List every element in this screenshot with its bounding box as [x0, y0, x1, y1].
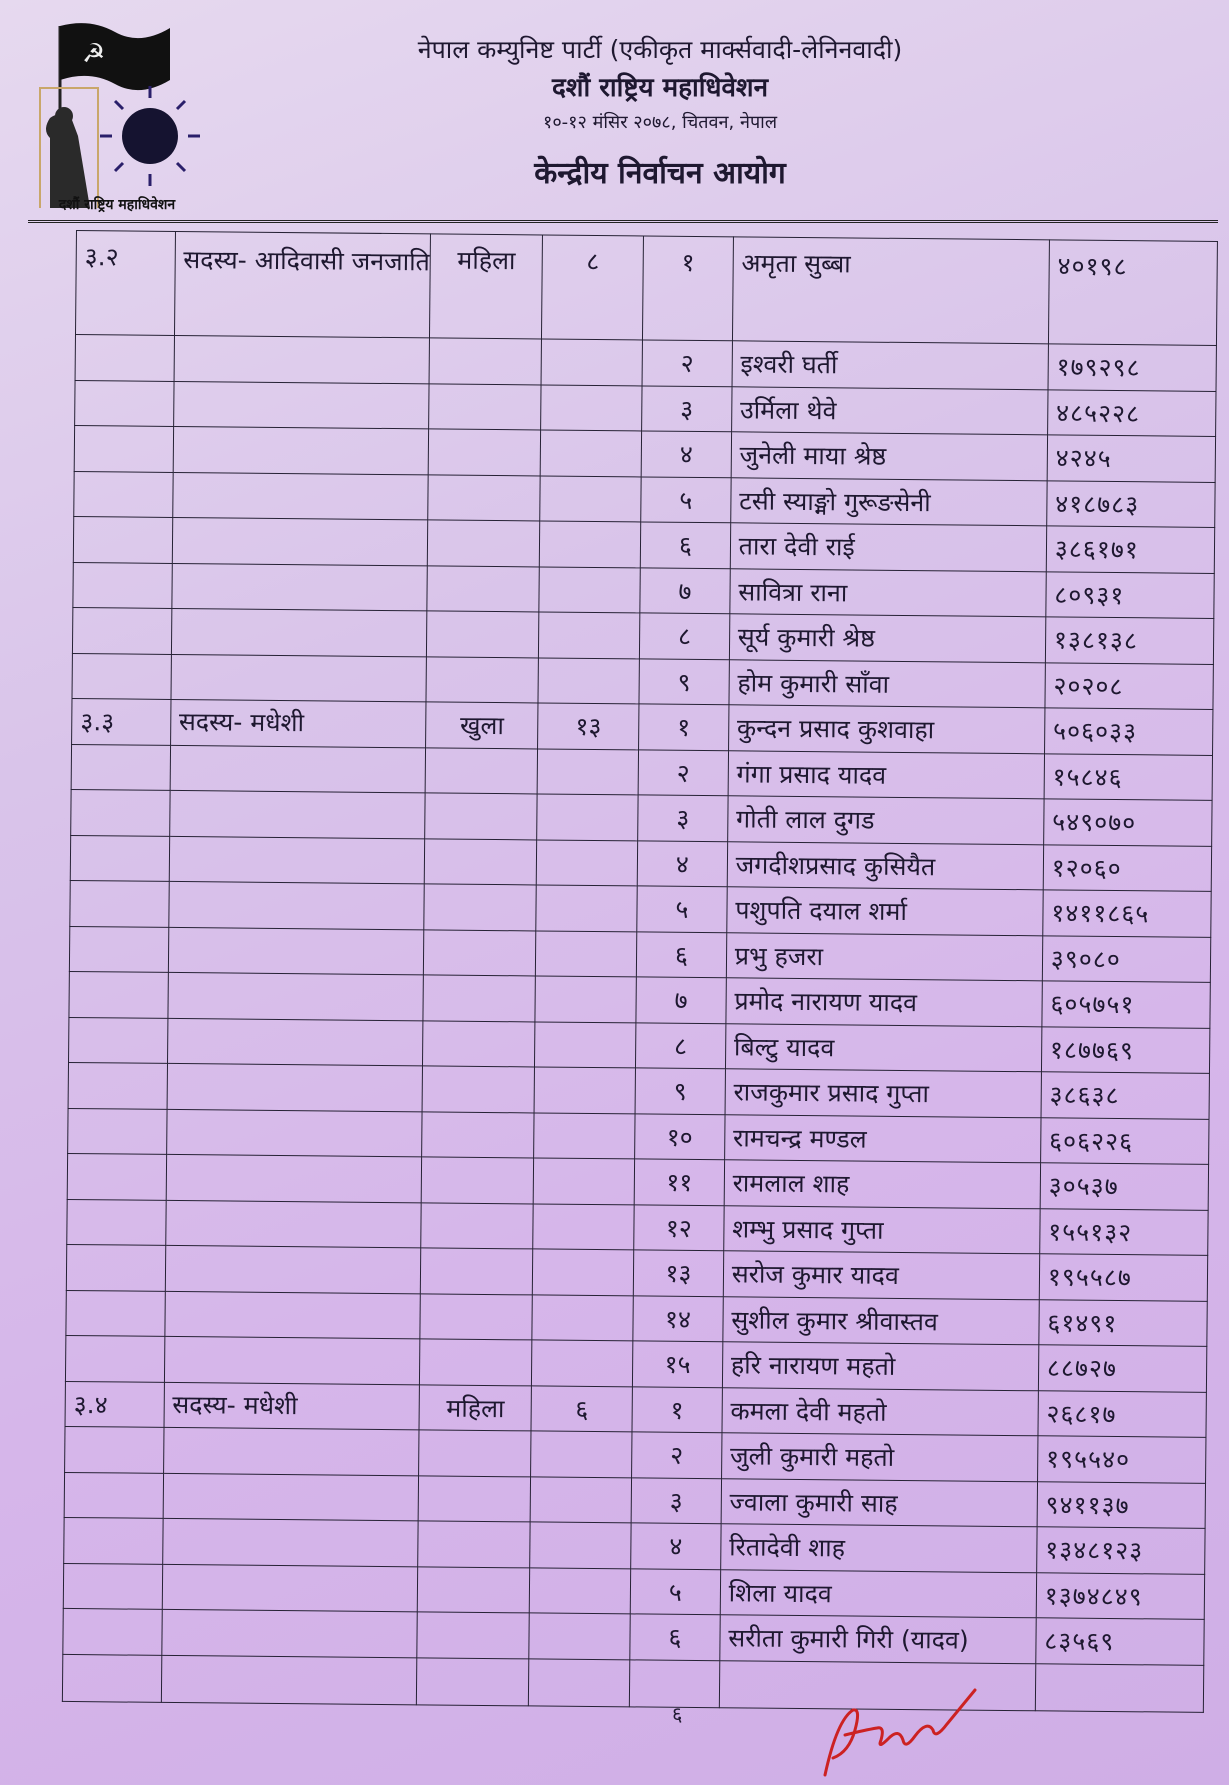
vote-count: १३७४८४९ [1036, 1572, 1205, 1619]
vote-count: १५८४६ [1044, 753, 1213, 800]
vote-count: ३०५३७ [1040, 1163, 1209, 1210]
vote-count: ५०६०३३ [1044, 708, 1213, 755]
serial-number: २ [638, 749, 728, 795]
serial-number: ३ [638, 795, 728, 841]
vote-count: ६०५७५१ [1042, 981, 1211, 1028]
table-row [62, 1654, 1203, 1712]
vote-count: २०२०८ [1045, 662, 1214, 709]
serial-number: ५ [637, 886, 727, 932]
serial-number: १ [632, 1386, 722, 1432]
candidate-name: राजकुमार प्रसाद गुप्ता [725, 1069, 1041, 1118]
vote-count: ८०९३१ [1046, 571, 1215, 618]
candidate-name: सूर्य कुमारी श्रेष्ठ [729, 614, 1045, 663]
section-number: ३.२ [75, 231, 175, 336]
serial-number: ११ [634, 1159, 724, 1205]
event-title: दशौं राष्ट्रिय महाधिवेशन [551, 73, 769, 103]
candidate-name: सावित्रा राना [730, 568, 1046, 617]
handwritten-signature-icon [815, 1680, 985, 1780]
candidate-name: तारा देवी राई [730, 523, 1046, 572]
serial-number: ८ [636, 1022, 726, 1068]
serial-number: ६ [640, 522, 730, 568]
serial-number: ३ [631, 1477, 721, 1523]
party-name: नेपाल कम्युनिष्ट पार्टी (एकीकृत मार्क्सवादी-लेनिनवादी) [417, 35, 903, 64]
candidate-name: शिला यादव [720, 1569, 1036, 1618]
document-header [250, 32, 1070, 204]
serial-number: ४ [631, 1523, 721, 1569]
candidate-name: टसी स्याङ्मो गुरूङसेनी [730, 477, 1046, 526]
vote-count: ३८६१७१ [1046, 526, 1215, 573]
serial-number: ८ [640, 613, 730, 659]
event-date-place: १०-१२ मंसिर २०७८, चितवन, नेपाल [542, 112, 778, 133]
vote-count: १२०६० [1043, 844, 1212, 891]
category: खुला [426, 702, 539, 749]
serial-number: ६ [630, 1614, 720, 1660]
serial-number: ५ [641, 476, 731, 522]
table-row [75, 231, 1217, 346]
candidate-name: उर्मिला थेवे [731, 386, 1047, 435]
post-name: सदस्य- मधेशी [164, 1382, 420, 1430]
seat-count: ६ [531, 1385, 632, 1431]
candidate-name: रितादेवी शाह [720, 1524, 1036, 1573]
vote-count: २६८१७ [1038, 1390, 1207, 1437]
vote-count: ३८६३८ [1041, 1072, 1210, 1119]
candidate-name: सरोज कुमार यादव [723, 1251, 1039, 1300]
vote-count: ९४११३७ [1037, 1481, 1206, 1528]
serial-number: १५ [633, 1341, 723, 1387]
serial-number: ६ [636, 931, 726, 977]
candidate-name: जुनेली माया श्रेष्ठ [731, 432, 1047, 481]
vote-count: १८७७६९ [1041, 1026, 1210, 1073]
serial-number: २ [642, 340, 732, 386]
logo-caption: दशौं राष्ट्रिय महाधिवेशन [58, 197, 176, 213]
svg-text:☭: ☭ [82, 39, 106, 69]
candidate-name: अमृता सुब्बा [732, 237, 1049, 344]
vote-count: ६०६२२६ [1040, 1117, 1209, 1164]
candidate-name: हरि नारायण महतो [722, 1342, 1038, 1391]
serial-number: १० [635, 1113, 725, 1159]
vote-count: ८८७२७ [1038, 1345, 1207, 1392]
candidate-name: सुशील कुमार श्रीवास्तव [723, 1296, 1039, 1345]
vote-count: १३८१३८ [1045, 617, 1214, 664]
post-name: सदस्य- मधेशी [170, 699, 426, 747]
vote-count: ६१४९१ [1039, 1299, 1208, 1346]
candidate-name: कमला देवी महतो [722, 1387, 1038, 1436]
candidate-name: इश्वरी घर्ती [732, 341, 1048, 390]
candidate-name: रामचन्द्र मण्डल [724, 1114, 1040, 1163]
serial-number: २ [632, 1432, 722, 1478]
vote-count: ४०१९८ [1048, 240, 1217, 346]
serial-number: ४ [637, 840, 727, 886]
candidate-name: जुली कुमारी महतो [721, 1433, 1037, 1482]
candidate-name: जगदीशप्रसाद कुसियैत [727, 841, 1043, 890]
header-divider [28, 220, 1218, 229]
seat-count: १३ [538, 703, 639, 749]
commission-title: केन्द्रीय निर्वाचन आयोग [534, 156, 786, 191]
vote-count: ४२४५ [1047, 435, 1216, 482]
vote-count: १७९२९८ [1048, 344, 1217, 391]
candidate-name: ज्वाला कुमारी साह [721, 1478, 1037, 1527]
post-name: सदस्य- आदिवासी जनजाति [174, 231, 431, 337]
serial-number: ७ [640, 567, 730, 613]
candidate-name: रामलाल शाह [724, 1160, 1040, 1209]
vote-count: १३४८१२३ [1036, 1527, 1205, 1574]
serial-number: १४ [633, 1295, 723, 1341]
serial-number: १ [639, 704, 729, 750]
serial-number: ९ [635, 1068, 725, 1114]
vote-count: ५४९०७० [1043, 799, 1212, 846]
serial-number: १२ [634, 1204, 724, 1250]
vote-count: १४११८६५ [1043, 890, 1212, 937]
serial-number: ३ [642, 385, 732, 431]
category: महिला [419, 1384, 532, 1431]
candidate-name: कुन्दन प्रसाद कुशवाहा [728, 705, 1044, 754]
candidate-name: सरीता कुमारी गिरी (यादव) [720, 1615, 1036, 1664]
section-number: ३.४ [65, 1381, 164, 1427]
category: महिला [430, 234, 543, 339]
serial-number: ९ [639, 658, 729, 704]
serial-number: १ [643, 236, 734, 341]
vote-count: ४८५२२८ [1047, 389, 1216, 436]
vote-count: ३९०८० [1042, 935, 1211, 982]
candidate-name: बिल्टु यादव [725, 1023, 1041, 1072]
serial-number: १३ [633, 1250, 723, 1296]
results-table [62, 230, 1218, 1712]
candidate-name: गोती लाल दुगड [727, 796, 1043, 845]
candidate-name: प्रभु हजरा [726, 932, 1042, 981]
candidate-name: प्रमोद नारायण यादव [726, 978, 1042, 1027]
vote-count: १९५५८७ [1039, 1254, 1208, 1301]
page-number: ६ [672, 1702, 683, 1726]
serial-number: ७ [636, 977, 726, 1023]
vote-count: १५५१३२ [1040, 1208, 1209, 1255]
vote-count: ४१८७८३ [1047, 480, 1216, 527]
serial-number: ५ [630, 1568, 720, 1614]
candidate-name: पशुपति दयाल शर्मा [727, 887, 1043, 936]
vote-count: ८३५६९ [1036, 1618, 1205, 1665]
vote-count: १९५५४० [1037, 1436, 1206, 1483]
section-number: ३.३ [72, 698, 171, 744]
seat-count: ८ [542, 235, 644, 340]
candidate-name: शम्भु प्रसाद गुप्ता [723, 1205, 1039, 1254]
serial-number: ४ [641, 431, 731, 477]
candidate-name: गंगा प्रसाद यादव [728, 750, 1044, 799]
candidate-name: होम कुमारी साँवा [729, 659, 1045, 708]
